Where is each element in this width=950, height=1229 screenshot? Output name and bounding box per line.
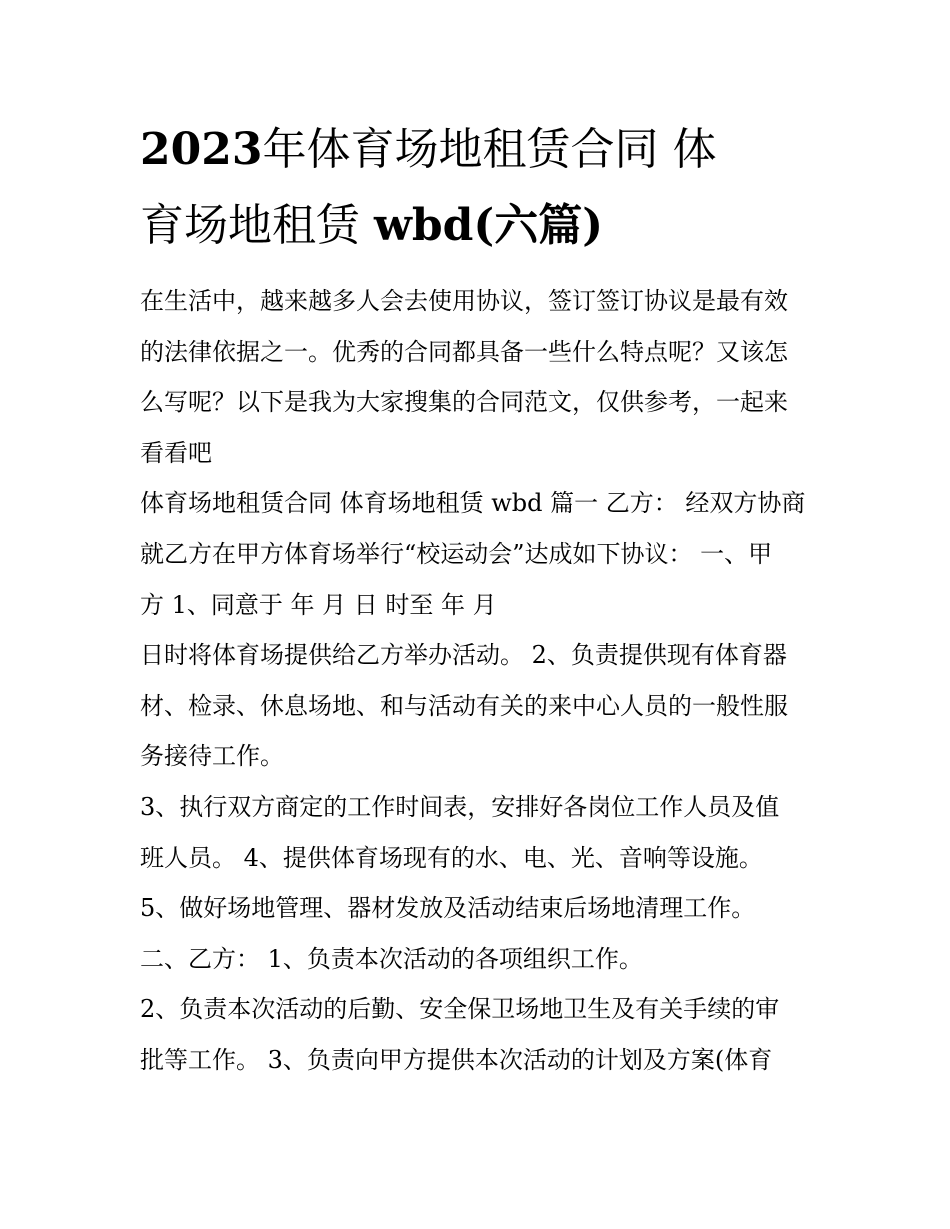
document-body	[140, 276, 820, 1086]
title-line-1	[140, 112, 820, 188]
text-line: 体育场地租赁合同 体育场地租赁 wbd 篇一 乙方： 经双方协商	[140, 489, 806, 518]
text-line: 批等工作。 3、负责向甲方提供本次活动的计划及方案(体育	[140, 1045, 773, 1074]
text-line: 日时将体育场提供给乙方举办活动。 2、负责提供现有体育器	[140, 641, 787, 670]
text-line: 材、检录、休息场地、和与活动有关的来中心人员的一般性服	[140, 691, 788, 720]
text-line: 么写呢？以下是我为大家搜集的合同范文，仅供参考，一起来	[140, 388, 788, 417]
text-line: 3、执行双方商定的工作时间表，安排好各岗位工作人员及值	[140, 792, 780, 821]
text-line: 二、乙方： 1、负责本次活动的各项组织工作。	[140, 944, 643, 973]
title-wbd: wbd	[374, 200, 474, 251]
text-line: 方 1、同意于 年 月 日 时至 年 月	[140, 590, 497, 619]
text-line: 务接待工作。	[140, 742, 284, 771]
title-line-2	[140, 188, 820, 264]
text-line: 5、做好场地管理、器材发放及活动结束后场地清理工作。	[140, 894, 756, 923]
title-line-2-start: 育场地租赁	[140, 200, 374, 251]
text-line: 班人员。 4、提供体育场现有的水、电、光、音响等设施。	[140, 843, 763, 872]
title-line-2-end: (六篇)	[473, 200, 604, 251]
title-line-1-text: 年体育场地租赁合同 体	[262, 124, 717, 175]
text-line: 看看吧	[140, 438, 212, 467]
text-line: 2、负责本次活动的后勤、安全保卫场地卫生及有关手续的审	[140, 995, 780, 1024]
text-line: 就乙方在甲方体育场举行“校运动会”达成如下协议： 一、甲	[140, 539, 773, 568]
document-title	[140, 112, 820, 264]
text-line: 在生活中，越来越多人会去使用协议，签订签订协议是最有效	[140, 287, 788, 315]
text-line: 的法律依据之一。优秀的合同都具备一些什么特点呢？又该怎	[140, 337, 788, 366]
title-year: 2023	[140, 124, 263, 175]
